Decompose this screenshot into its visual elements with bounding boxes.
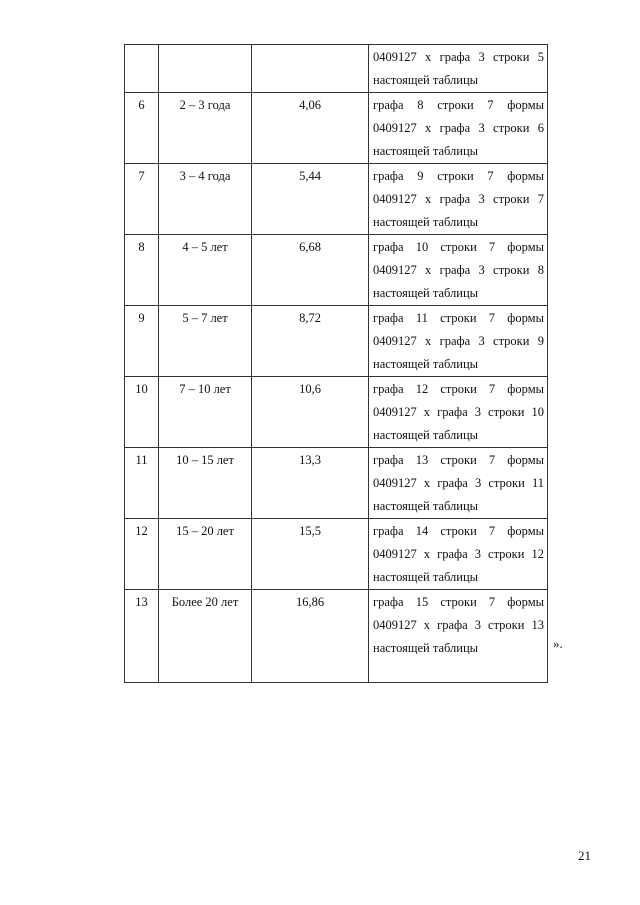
term-cell: 4 – 5 лет [159,235,252,306]
term-cell: 2 – 3 года [159,93,252,164]
formula-cell: графа 14 строки 7 формы 0409127 х графа 3 строки 12 настоящей таблицы [369,519,548,590]
term-cell: 7 – 10 лет [159,377,252,448]
coefficient-cell: 15,5 [252,519,369,590]
row-number: 6 [125,93,159,164]
formula-cell: графа 10 строки 7 формы 0409127 х графа 3 строки 8 настоящей таблицы [369,235,548,306]
formula-cell: графа 9 строки 7 формы 0409127 х графа 3 строки 7 настоящей таблицы [369,164,548,235]
row-number: 8 [125,235,159,306]
coefficient-cell: 4,06 [252,93,369,164]
row-number: 11 [125,448,159,519]
term-cell: 15 – 20 лет [159,519,252,590]
page-number: 21 [578,848,591,863]
formula-cell: 0409127 х графа 3 строки 5 настоящей таблицы [369,45,548,93]
term-cell: 3 – 4 года [159,164,252,235]
coefficient-cell: 16,86 [252,590,369,683]
formula-cell: графа 15 строки 7 формы 0409127 х графа 3 строки 13 настоящей таблицы [369,590,548,683]
formula-cell: графа 12 строки 7 формы 0409127 х графа 3 строки 10 настоящей таблицы [369,377,548,448]
row-number: 7 [125,164,159,235]
table-row [125,45,548,93]
term-cell: Более 20 лет [159,590,252,683]
row-number: 13 [125,590,159,683]
table-row [125,164,548,235]
coefficient-cell: 13,3 [252,448,369,519]
coefficient-cell: 5,44 [252,164,369,235]
coefficient-cell: 10,6 [252,377,369,448]
coefficient-cell [252,45,369,93]
table-row [125,519,548,590]
row-number [125,45,159,93]
formula-cell: графа 11 строки 7 формы 0409127 х графа 3 строки 9 настоящей таблицы [369,306,548,377]
coefficient-cell: 6,68 [252,235,369,306]
term-cell: 10 – 15 лет [159,448,252,519]
coefficient-table [124,44,548,683]
term-cell: 5 – 7 лет [159,306,252,377]
row-number: 10 [125,377,159,448]
formula-cell: графа 13 строки 7 формы 0409127 х графа 3 строки 11 настоящей таблицы [369,448,548,519]
table-row [125,235,548,306]
table-row [125,377,548,448]
closing-quote: ». [553,636,563,651]
table-row [125,306,548,377]
formula-cell: графа 8 строки 7 формы 0409127 х графа 3 строки 6 настоящей таблицы [369,93,548,164]
table-row [125,590,548,683]
coefficient-cell: 8,72 [252,306,369,377]
row-number: 9 [125,306,159,377]
row-number: 12 [125,519,159,590]
table-row [125,448,548,519]
term-cell [159,45,252,93]
table-row [125,93,548,164]
